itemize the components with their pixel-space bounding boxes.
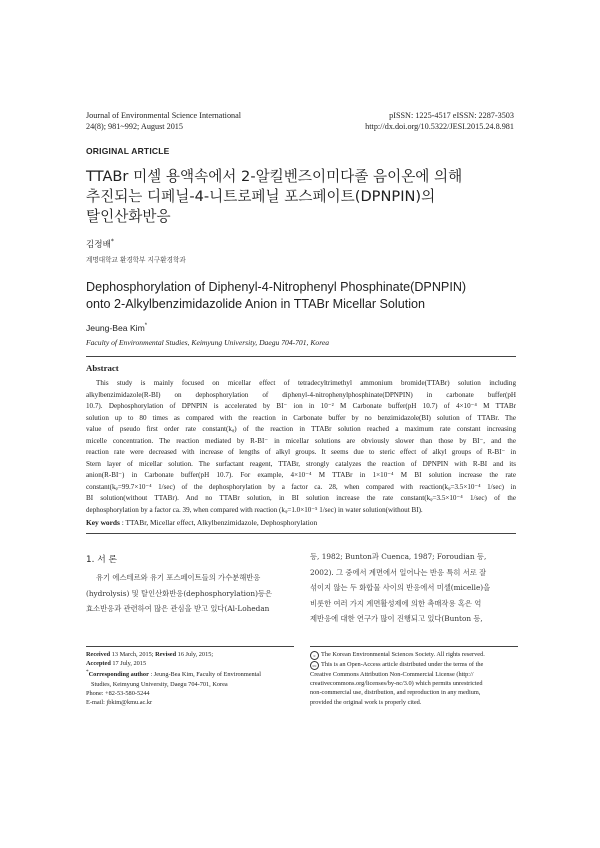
- abstract-line: anion(R-BI⁻) in Carbonate buffer(pH 10.7). For example, 4×10⁻⁴ M TTABr in 1×10⁻⁴ M BI solution increase the rate: [86, 471, 516, 479]
- body-line: 유기 에스테르와 유기 포스페이트들의 가수분해반응: [96, 573, 261, 582]
- footnote-rule-left: [86, 646, 294, 647]
- abstract-line: solution up to 80 times as compared with the reaction in Carbonate buffer by no benzimidazole(BI) solution of TTABr. The: [86, 413, 516, 422]
- title-ko-line: 추진되는 디페닐-4-니트로페닐 포스페이트(DPNPIN)의: [86, 188, 436, 205]
- corr-mark: *: [86, 669, 89, 676]
- received-label: Received: [86, 651, 111, 658]
- author-en-mark: *: [144, 323, 148, 330]
- body-line: 2002). 그 중에서 계면에서 일어나는 반응 특히 서로 잘: [310, 567, 487, 577]
- keywords-label: Key words: [86, 518, 120, 527]
- received-date: 13 March, 2015;: [110, 651, 156, 658]
- journal-header-right: [365, 110, 514, 132]
- abstract-line: This study is mainly focused on micellar effect of tetradecyltrimethyl ammonium bromide(TTABr) solution including: [96, 379, 516, 387]
- abstract-line: value of pseudo first order rate constant(kᵩ) of the reaction in TTABr solution reached a maximum rate constant increasing: [86, 425, 516, 433]
- title-english: [86, 279, 526, 313]
- copyright-line: [310, 650, 520, 660]
- abstract-line: Stern layer of micellar solution. The surfactant reagent, TTABr, strongly catalyzes the reaction of DPNPIN with R-BI and its: [86, 459, 516, 468]
- revised-label: Revised: [155, 651, 177, 658]
- title-en-line: Dephosphorylation of Diphenyl-4-Nitrophenyl Phosphinate(DPNPIN): [86, 280, 467, 294]
- footnote-article-info: [86, 650, 301, 707]
- accepted-line: [86, 659, 301, 668]
- author-english: [86, 323, 147, 333]
- volume-info: 24(8); 981~992; August 2015: [86, 122, 183, 131]
- affiliation-english: Faculty of Environmental Studies, Keimyung University, Daegu 704-701, Korea: [86, 338, 330, 347]
- title-en-line: onto 2-Alkylbenzimidazolide Anion in TTABr Micellar Solution: [86, 297, 426, 311]
- body-line: (hydrolysis) 및 탈인산화반응(dephosphorylation)등은: [86, 588, 273, 598]
- abstract-line: reaction rate were decreased with increase of lengths of alkyl groups. It seems due to steric effect of alkyl groups of R-BI⁻ in: [86, 448, 516, 456]
- body-line: 효소반응과 관련하여 많은 관심을 받고 있다(Al-Lohedan: [86, 604, 270, 613]
- journal-header-left: [86, 110, 241, 132]
- issn: pISSN: 1225-4517 eISSN: 2287-3503: [389, 111, 514, 120]
- keywords: [86, 518, 317, 527]
- corr-text: : Jeung-Bea Kim, Faculty of Environmental: [148, 671, 261, 679]
- abstract-line: micelle concentration. The reaction mediated by R-BI⁻ in micellar solutions are obviously slower than those by BI⁻, and the: [86, 436, 516, 445]
- body-line: 등, 1982; Bunton과 Cuenca, 1987; Foroudian 등,: [310, 552, 487, 561]
- body-line: 섞이지 않는 두 화합물 사이의 반응에서 미셀(micelle)을: [310, 583, 491, 592]
- body-line: 비롯한 여러 가지 계면활성제에 의한 촉매작용 혹은 억: [310, 598, 482, 608]
- title-ko-line: TTABr 미셀 용액속에서 2-알킬벤즈이미다졸 음이온에 의해: [86, 168, 463, 185]
- license-line: Creative Commons Attribution Non-Commercial License (http://: [310, 671, 474, 678]
- body-column-left: [86, 570, 294, 617]
- corresponding-author-line: [86, 668, 301, 679]
- accepted-label: Accepted: [86, 660, 111, 668]
- abstract-body: [86, 378, 516, 516]
- corr-label: Corresponding author: [88, 671, 149, 679]
- article-type: ORIGINAL ARTICLE: [86, 146, 170, 156]
- author-en-name: Jeung-Bea Kim: [86, 323, 145, 333]
- abstract-line: BI solution(without TTABr). And no TTABr solution, in BI solution increase the rate constant(kᵩ=3.5×10⁻⁴ 1/sec) of the: [86, 494, 516, 502]
- accepted-date: 17 July, 2015: [110, 660, 147, 668]
- copyright-text: The Korean Environmental Sciences Society. All rights reserved.: [321, 651, 485, 658]
- title-korean: [86, 167, 506, 227]
- abstract-line: 10.7). Dephosphorylation of DPNPIN is accelerated by BI⁻ ion in 10⁻² M Carbonate buffer(pH 10.7) of 4×10⁻⁴ M TTABr: [86, 402, 516, 410]
- keywords-text: : TTABr, Micellar effect, Alkylbenzimidazole, Dephosphorylation: [119, 518, 318, 527]
- footnote-license: [310, 650, 520, 707]
- author-ko-mark: *: [110, 238, 114, 246]
- corr-affiliation: Studies, Keimyung University, Daegu 704-701, Korea: [91, 680, 228, 688]
- section-heading-introduction: 1. 서 론: [86, 555, 117, 565]
- license-link-line[interactable]: creativecommons.org/licenses/by-nc/3.0) which permits unrestricted: [310, 680, 483, 688]
- license-line: provided the original work is properly cited.: [310, 698, 422, 706]
- received-revised-line: [86, 650, 301, 659]
- license-line: [310, 660, 520, 670]
- abstract-line: alkylbenzimidazole(R-BI) on dephosphorylation of diphenyl-4-nitrophenylphosphinate(DPNPIN) in carbonate buffer(pH: [86, 390, 516, 399]
- doi-link[interactable]: http://dx.doi.org/10.5322/JESI.2015.24.8.981: [365, 122, 514, 131]
- author-korean: [86, 238, 114, 250]
- footnote-rule-right: [310, 646, 518, 647]
- journal-name: Journal of Environmental Science International: [86, 111, 242, 120]
- phone: Phone: +82-53-580-5244: [86, 689, 150, 697]
- abstract-rule-top: [86, 356, 516, 357]
- email[interactable]: E-mail: jbkim@kmu.ac.kr: [86, 699, 153, 707]
- body-column-right: [310, 549, 518, 627]
- affiliation-korean: 계명대학교 환경학부 지구환경학과: [86, 256, 186, 264]
- author-ko-name: 김정배: [86, 240, 111, 250]
- title-ko-line: 탈인산화반응: [86, 208, 171, 225]
- abstract-line: constant(kᵩ=99.7×10⁻⁴ 1/sec) of the dephosphorylation by a factor ca. 28, when compared with reaction(kᵩ=3.5×10⁻⁴ 1/sec) in: [86, 482, 516, 491]
- copyright-icon: c: [310, 651, 319, 660]
- creative-commons-icon: cc: [310, 661, 319, 670]
- abstract-rule-bottom: [86, 533, 516, 534]
- abstract-heading: Abstract: [86, 363, 119, 373]
- body-line: 제반응에 대한 연구가 많이 진행되고 있다(Bunton 등,: [310, 614, 483, 623]
- license-text: This is an Open-Access article distributed under the terms of the: [321, 661, 484, 668]
- license-line: non-commercial use, distribution, and reproduction in any medium,: [310, 689, 481, 697]
- abstract-line: dephosphorylation by a factor ca. 39, when compared with reaction (kᵩ=1.0×10⁻⁵ 1/sec) in water solution(without BI).: [86, 505, 423, 514]
- revised-date: 16 July, 2015;: [176, 651, 214, 658]
